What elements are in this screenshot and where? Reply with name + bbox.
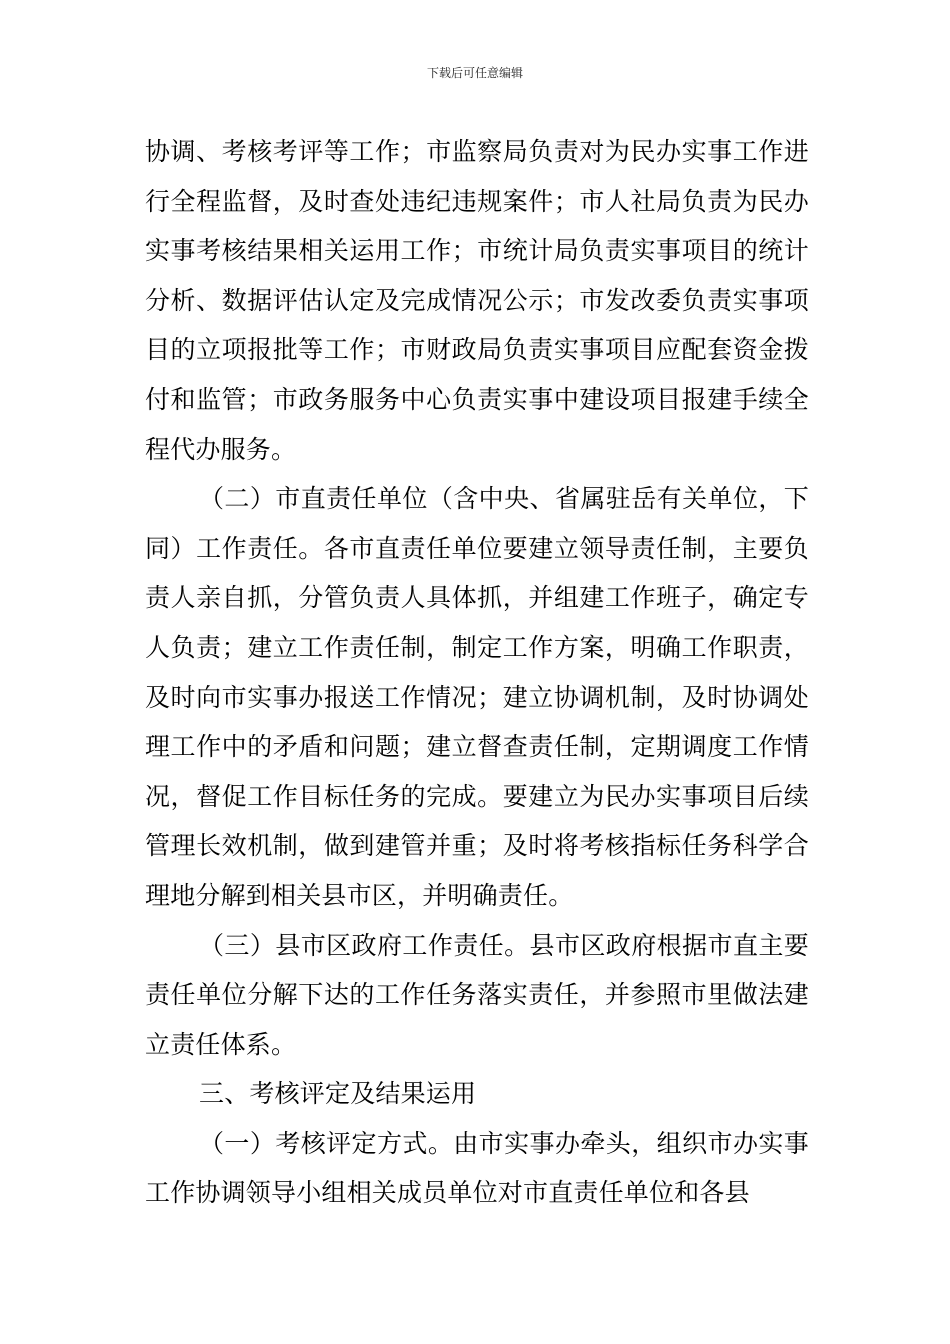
paragraph-municipal-units-responsibility: （二）市直责任单位（含中央、省属驻岳有关单位，下同）工作责任。各市直责任单位要建立领导责任制，主要负责人亲自抓，分管负责人具体抓，并组建工作班子，确定专人负责；建立工作责任制，制定工作方案，明确工作职责，及时向市实事办报送工作情况；建立协调机制，及时协调处理工作中的矛盾和问题；建立督查责任制，定期调度工作情况，督促工作目标任务的完成。要建立为民办实事项目后续管理长效机制，做到建管并重；及时将考核指标任务科学合理地分解到相关县市区，并明确责任。 bbox=[145, 484, 809, 910]
paragraph-county-government-responsibility: （三）县市区政府工作责任。县市区政府根据市直主要责任单位分解下达的工作任务落实责任，并参照市里做法建立责任体系。 bbox=[145, 930, 809, 1059]
paragraph-continuation: 协调、考核考评等工作；市监察局负责对为民办实事工作进行全程监督，及时查处违纪违规案件；市人社局负责为民办实事考核结果相关运用工作；市统计局负责实事项目的统计分析、数据评估认定及完成情况公示；市发改委负责实事项目的立项报批等工作；市财政局负责实事项目应配套资金拨付和监管；市政务服务中心负责实事中建设项目报建手续全程代办服务。 bbox=[145, 137, 809, 464]
page-header-text: 下载后可任意编辑 bbox=[426, 66, 523, 80]
section-heading-assessment: 三、考核评定及结果运用 bbox=[199, 1079, 477, 1109]
document-body bbox=[145, 127, 809, 1218]
paragraph-assessment-method: （一）考核评定方式。由市实事办牵头，组织市办实事工作协调领导小组相关成员单位对市直责任单位和各县 bbox=[145, 1128, 809, 1208]
page-header bbox=[0, 66, 950, 80]
